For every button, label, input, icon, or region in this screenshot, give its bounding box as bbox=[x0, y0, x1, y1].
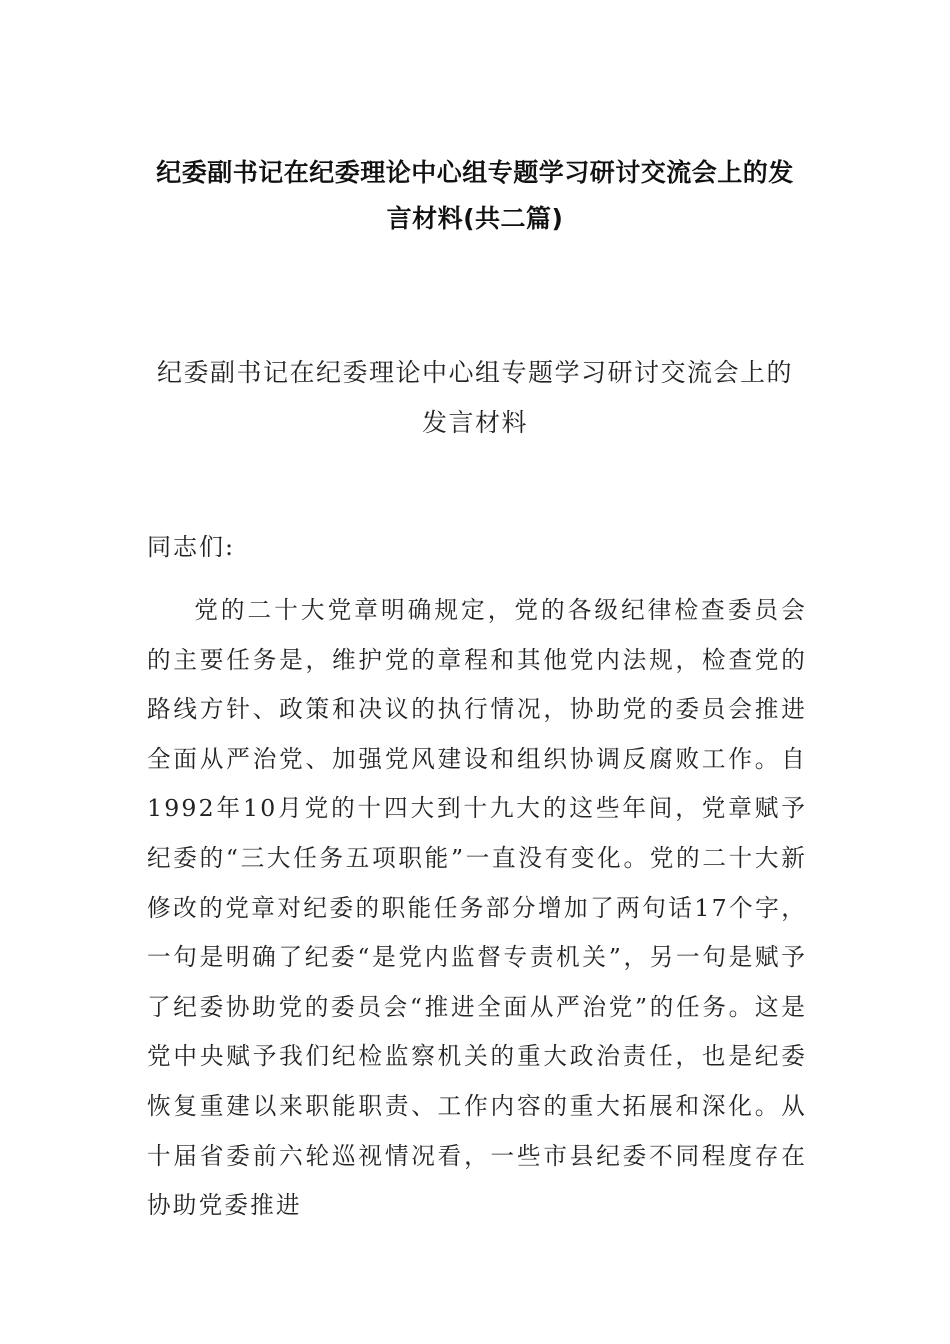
section-title: 纪委副书记在纪委理论中心组专题学习研讨交流会上的发言材料 bbox=[156, 358, 793, 437]
document-main-title: 纪委副书记在纪委理论中心组专题学习研讨交流会上的发言材料(共二篇) bbox=[156, 158, 794, 233]
body-paragraph: 党的二十大党章明确规定，党的各级纪律检查委员会的主要任务是，维护党的章程和其他党内法规，检查党的路线方针、政策和决议的执行情况，协助党的委员会推进全面从严治党、加强党风建设和组织协调反腐败工作。自1992年10月党的十四大到十九大的这些年间，党章赋予纪委的“三大任务五项职能”一直没有变化。党的二十大新修改的党章对纪委的职能任务部分增加了两句话17个字，一句是明确了纪委“是党内监督专责机关”，另一句是赋予了纪委协助党的委员会“推进全面从严治党”的任务。这是党中央赋予我们纪检监察机关的重大政治责任，也是纪委恢复重建以来职能职责、工作内容的重大拓展和深化。从十届省委前六轮巡视情况看，一些市县纪委不同程度存在协助党委推进 bbox=[147, 596, 807, 1220]
salutation: 同志们: bbox=[147, 533, 236, 561]
